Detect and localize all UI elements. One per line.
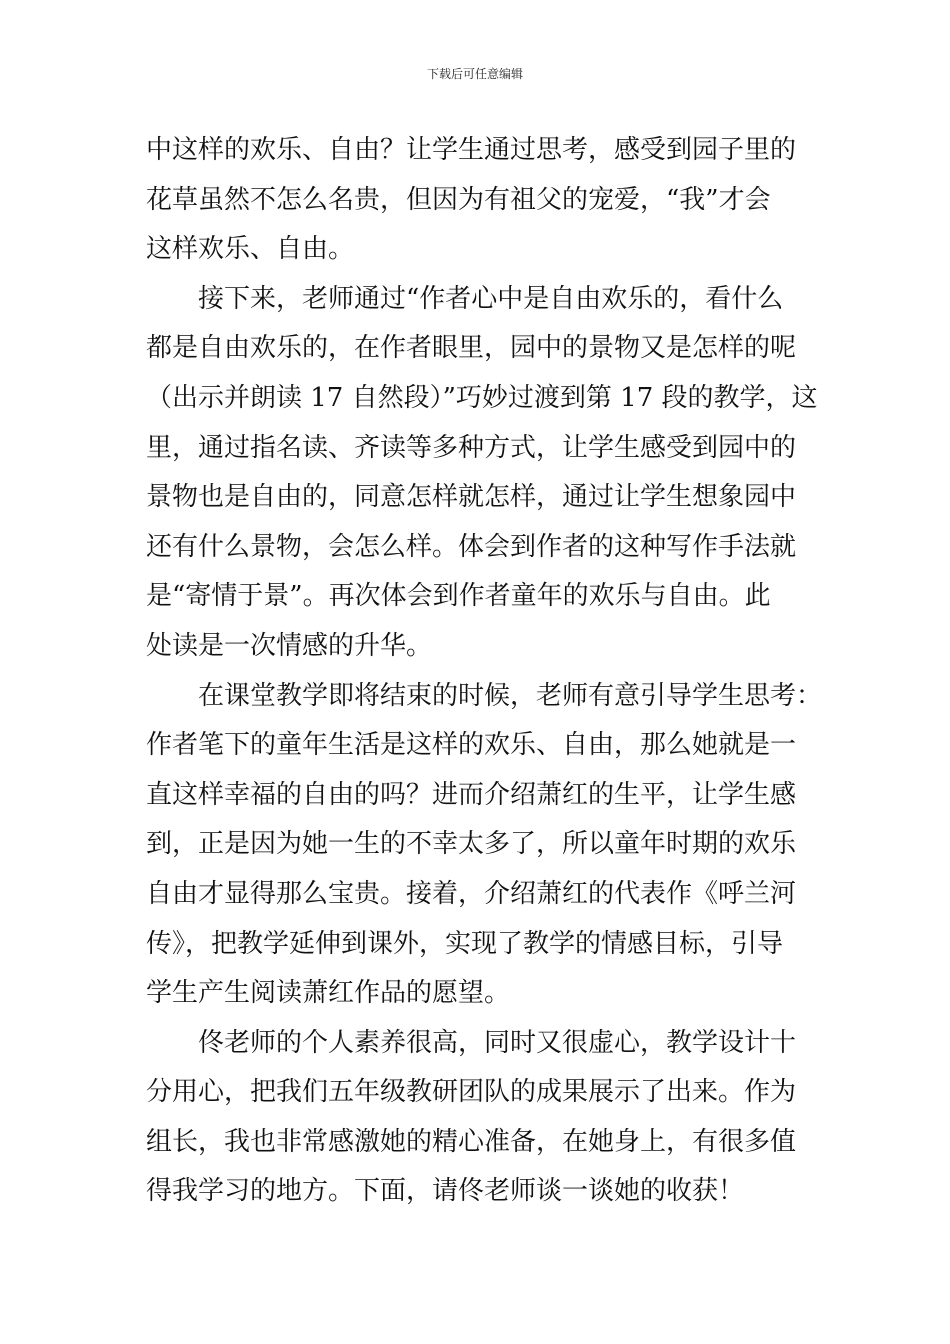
- page-header: 下载后可任意编辑: [426, 67, 523, 81]
- text-line: 还有什么景物，会怎么样。体会到作者的这种写作手法就: [146, 531, 797, 562]
- text-line: 这样欢乐、自由。: [146, 234, 355, 265]
- paragraph: [146, 275, 816, 672]
- text-line: 里，通过指名读、齐读等多种方式，让学生感受到园中的: [146, 432, 797, 463]
- text-line: 分用心，把我们五年级教研团队的成果展示了出来。作为: [146, 1077, 797, 1108]
- text-line: 得我学习的地方。下面，请佟老师谈一谈她的收获！: [146, 1176, 745, 1207]
- text-line: 学生产生阅读萧红作品的愿望。: [146, 978, 511, 1009]
- text-line: 都是自由欢乐的，在作者眼里，园中的景物又是怎样的呢: [146, 333, 797, 364]
- text-line: 直这样幸福的自由的吗？进而介绍萧红的生平，让学生感: [146, 779, 797, 810]
- text-line: 组长，我也非常感激她的精心准备，在她身上，有很多值: [146, 1126, 797, 1157]
- text-line: 传》，把教学延伸到课外，实现了教学的情感目标，引导: [146, 928, 784, 959]
- document-body: [146, 126, 823, 1217]
- text-line: 佟老师的个人素养很高，同时又很虚心，教学设计十: [198, 1027, 797, 1058]
- text-line: 自由才显得那么宝贵。接着，介绍萧红的代表作《呼兰河: [146, 878, 797, 909]
- text-line: 景物也是自由的，同意怎样就怎样，通过让学生想象园中: [146, 482, 797, 513]
- text-line: 接下来，老师通过“作者心中是自由欢乐的，看什么: [198, 283, 784, 314]
- text-line: 在课堂教学即将结束的时候，老师有意引导学生思考：: [198, 680, 823, 711]
- text-line: 是“寄情于景”。再次体会到作者童年的欢乐与自由。此: [146, 581, 771, 612]
- text-line: （出示并朗读 17 自然段）”巧妙过渡到第 17 段的教学，这: [146, 382, 818, 413]
- text-line: 中这样的欢乐、自由？让学生通过思考，感受到园子里的: [146, 135, 797, 165]
- text-line: 花草虽然不怎么名贵，但因为有祖父的宠爱，“我”才会: [146, 184, 771, 215]
- paragraph: [146, 126, 816, 275]
- text-line: 作者笔下的童年生活是这样的欢乐、自由，那么她就是一: [146, 730, 797, 761]
- text-line: 处读是一次情感的升华。: [146, 630, 433, 661]
- text-line: 到，正是因为她一生的不幸太多了，所以童年时期的欢乐: [146, 829, 797, 860]
- paragraph: [146, 1019, 816, 1217]
- paragraph: [146, 672, 823, 1019]
